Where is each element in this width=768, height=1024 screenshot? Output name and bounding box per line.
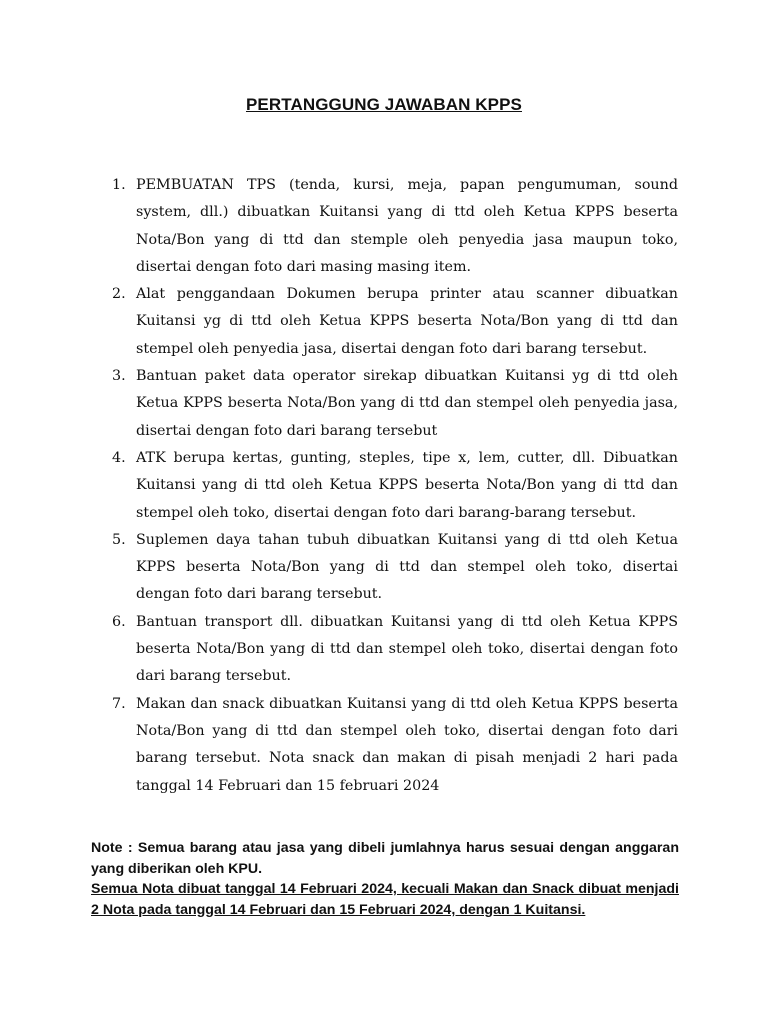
- item-number: 7.: [112, 695, 126, 712]
- list-item: [92, 445, 678, 527]
- note-date-text: Semua Nota dibuat tanggal 14 Februari 2024, kecuali Makan dan Snack dibuat menjadi 2 Nota pada tanggal 14 Februari dan 15 Februari 2024, dengan 1 Kuitansi.: [91, 881, 679, 918]
- item-number: 5.: [112, 531, 126, 548]
- item-text: PEMBUATAN TPS (tenda, kursi, meja, papan pengumuman, sound system, dll.) dibuatkan Kuitansi yang di ttd oleh Ketua KPPS beserta Nota/Bon yang di ttd dan stemple oleh penyedia jasa maupun toko, disertai dengan foto dari masing masing item.: [136, 177, 678, 275]
- item-number: 6.: [112, 613, 126, 630]
- item-number: 3.: [112, 368, 126, 385]
- item-number: 1.: [112, 177, 126, 193]
- item-text: Alat penggandaan Dokumen berupa printer atau scanner dibuatkan Kuitansi yg di ttd oleh Ketua KPPS beserta Nota/Bon yang di ttd dan stempel oleh penyedia jasa, disertai dengan foto dari barang tersebut.: [136, 286, 678, 357]
- list-item: [92, 691, 678, 800]
- note-section: [91, 838, 679, 920]
- item-text: Suplemen daya tahan tubuh dibuatkan Kuitansi yang di ttd oleh Ketua KPPS beserta Nota/Bon yang di ttd dan stempel oleh toko, disertai dengan foto dari barang tersebut.: [136, 531, 678, 603]
- item-number: 2.: [112, 286, 126, 303]
- list-item: [92, 527, 678, 609]
- item-text: Bantuan transport dll. dibuatkan Kuitansi yang di ttd oleh Ketua KPPS beserta Nota/Bon yang di ttd dan stempel oleh toko, disertai dengan foto dari barang tersebut.: [136, 613, 678, 685]
- item-number: 4.: [112, 449, 126, 466]
- list-item: [92, 363, 678, 445]
- item-text: Bantuan paket data operator sirekap dibuatkan Kuitansi yg di ttd oleh Ketua KPPS beserta Nota/Bon yang di ttd dan stempel oleh penyedia jasa, disertai dengan foto dari barang tersebut: [136, 368, 678, 439]
- document-title: PERTANGGUNG JAWABAN KPPS: [245, 95, 522, 114]
- list-item: [92, 172, 678, 281]
- instruction-list: [92, 172, 678, 800]
- note-budget-text: Note : Semua barang atau jasa yang dibeli jumlahnya harus sesuai dengan anggaran yang diberikan oleh KPU.: [91, 840, 679, 877]
- item-text: Makan dan snack dibuatkan Kuitansi yang di ttd oleh Ketua KPPS beserta Nota/Bon yang di ttd dan stempel oleh toko, disertai dengan foto dari barang tersebut. Nota snack dan makan di pisah menjadi 2 hari pada tanggal 14 Februari dan 15 februari 2024: [136, 695, 678, 794]
- item-text: ATK berupa kertas, gunting, steples, tipe x, lem, cutter, dll. Dibuatkan Kuitansi yang di ttd oleh Ketua KPPS beserta Nota/Bon yang di ttd dan stempel oleh toko, disertai dengan foto dari barang-barang tersebut.: [136, 449, 678, 521]
- list-item: [92, 281, 678, 363]
- list-item: [92, 609, 678, 691]
